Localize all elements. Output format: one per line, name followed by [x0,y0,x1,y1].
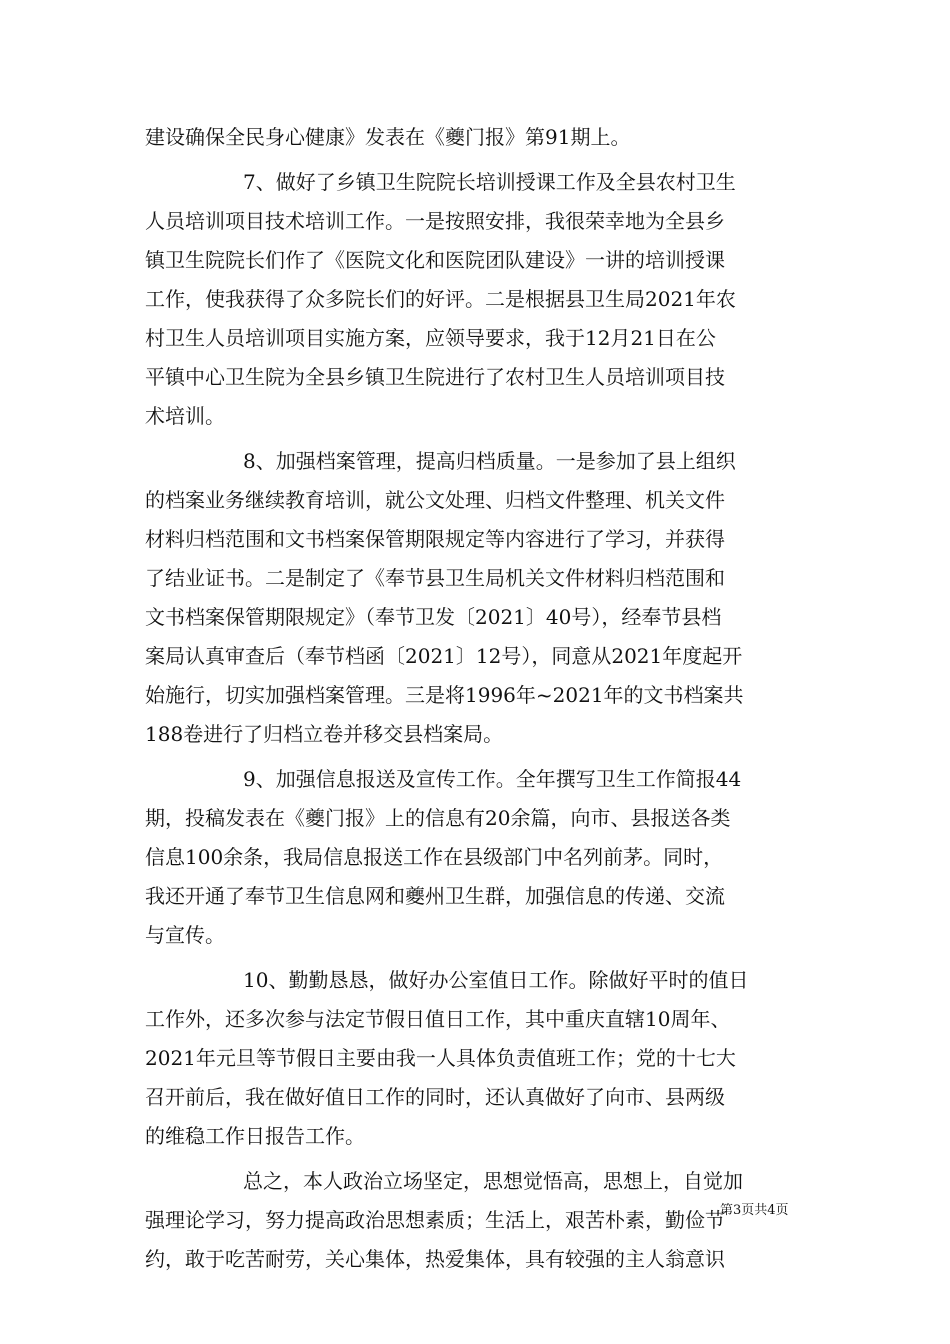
text-line: 工作外，还多次参与法定节假日值日工作，其中重庆直辖10周年、 [145,1007,731,1031]
paragraph [145,1162,810,1279]
text-line: 建设确保全民身心健康》发表在《夔门报》第91期上。 [145,125,631,149]
paragraph [145,118,810,157]
text-line: 始施行，切实加强档案管理。三是将1996年~2021年的文书档案共 [145,683,744,707]
text-line: 2021年元旦等节假日主要由我一人具体负责值班工作；党的十七大 [145,1046,736,1070]
paragraph [145,961,810,1156]
text-line: 7、做好了乡镇卫生院院长培训授课工作及全县农村卫生 [243,170,736,194]
text-line: 期，投稿发表在《夔门报》上的信息有20余篇，向市、县报送各类 [145,806,731,830]
text-line: 约，敢于吃苦耐劳，关心集体，热爱集体，具有较强的主人翁意识 [145,1247,725,1271]
paragraph [145,163,810,436]
text-line: 10、勤勤恳恳，做好办公室值日工作。除做好平时的值日 [243,968,749,992]
page-number-footer: 第3页共4页 [720,1203,789,1218]
text-line: 镇卫生院院长们作了《医院文化和医院团队建设》一讲的培训授课 [145,248,725,272]
text-line: 与宣传。 [145,923,225,947]
paragraph [145,760,810,955]
document-body [145,118,810,1279]
text-line: 我还开通了奉节卫生信息网和夔州卫生群，加强信息的传递、交流 [145,884,725,908]
text-line: 平镇中心卫生院为全县乡镇卫生院进行了农村卫生人员培训项目技 [145,365,725,389]
text-line: 村卫生人员培训项目实施方案，应领导要求，我于12月21日在公 [145,326,716,350]
text-line: 案局认真审查后（奉节档函〔2021〕12号），同意从2021年度起开 [145,644,743,668]
text-line: 术培训。 [145,404,225,428]
text-line: 9、加强信息报送及宣传工作。全年撰写卫生工作简报44 [243,767,742,791]
text-line: 总之，本人政治立场坚定，思想觉悟高，思想上，自觉加 [243,1169,743,1193]
text-line: 188卷进行了归档立卷并移交县档案局。 [145,722,504,746]
text-line: 材料归档范围和文书档案保管期限规定等内容进行了学习，并获得 [145,527,725,551]
text-line: 工作，使我获得了众多院长们的好评。二是根据县卫生局2021年农 [145,287,736,311]
text-line: 的维稳工作日报告工作。 [145,1124,365,1148]
text-line: 了结业证书。二是制定了《奉节县卫生局机关文件材料归档范围和 [145,566,725,590]
text-line: 8、加强档案管理，提高归档质量。一是参加了县上组织 [243,449,736,473]
text-line: 强理论学习，努力提高政治思想素质；生活上，艰苦朴素，勤俭节 [145,1208,725,1232]
text-line: 文书档案保管期限规定》（奉节卫发〔2021〕40号），经奉节县档 [145,605,722,629]
text-line: 人员培训项目技术培训工作。一是按照安排，我很荣幸地为全县乡 [145,209,725,233]
text-line: 召开前后，我在做好值日工作的同时，还认真做好了向市、县两级 [145,1085,725,1109]
text-line: 信息100余条，我局信息报送工作在县级部门中名列前茅。同时， [145,845,724,869]
paragraph [145,442,810,754]
text-line: 的档案业务继续教育培训，就公文处理、归档文件整理、机关文件 [145,488,725,512]
